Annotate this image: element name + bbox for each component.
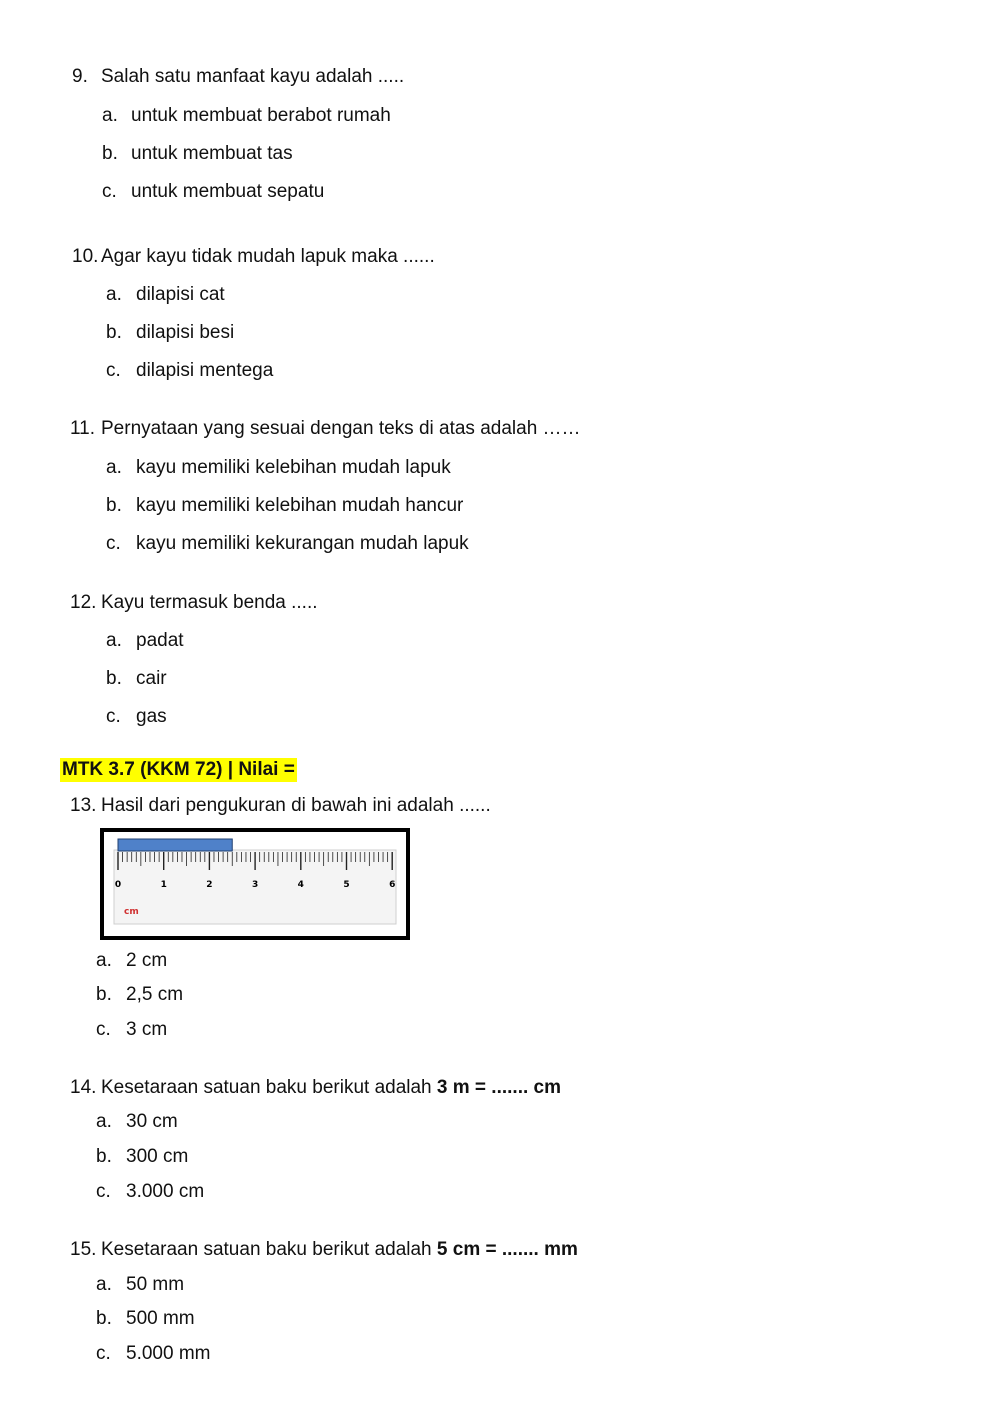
- option-letter: c.: [106, 360, 121, 381]
- option-b-text: kayu memiliki kelebihan mudah hancur: [136, 495, 464, 516]
- option-b-text: untuk membuat tas: [131, 143, 293, 164]
- question-number: 11.: [70, 418, 96, 439]
- option-c-text: gas: [136, 706, 167, 727]
- question-equation: 5 cm = ....... mm: [436, 1239, 578, 1260]
- question-number: 14.: [70, 1077, 97, 1098]
- question-text: Kayu termasuk benda .....: [101, 592, 318, 613]
- option-a-text: untuk membuat berabot rumah: [131, 105, 391, 126]
- question-text: [101, 1076, 561, 1100]
- option-letter: b.: [106, 668, 122, 689]
- option-letter: a.: [106, 284, 122, 305]
- ruler-image: [100, 828, 410, 940]
- option-letter: c.: [96, 1181, 111, 1202]
- option-c-text: dilapisi mentega: [136, 360, 274, 381]
- option-a-text: dilapisi cat: [136, 284, 225, 305]
- question-equation: 3 m = ....... cm: [436, 1077, 561, 1098]
- option-a-text: 2 cm: [126, 950, 168, 971]
- option-letter: c.: [96, 1019, 111, 1040]
- option-letter: b.: [106, 322, 122, 343]
- option-b-text: 300 cm: [126, 1146, 189, 1167]
- ruler-tick-label: 4: [297, 880, 304, 890]
- ruler-illustration: [104, 832, 406, 936]
- question-number: 9.: [72, 66, 88, 87]
- option-a-text: 30 cm: [126, 1111, 178, 1132]
- ruler-tick-label: 5: [343, 880, 350, 890]
- question-text: [101, 1238, 578, 1262]
- question-number: 15.: [70, 1239, 97, 1260]
- ruler-tick-label: 2: [206, 880, 213, 890]
- option-a-text: padat: [136, 630, 184, 651]
- option-letter: c.: [96, 1343, 111, 1364]
- option-letter: c.: [106, 533, 121, 554]
- option-letter: b.: [96, 1146, 112, 1167]
- ruler-tick-label: 3: [251, 880, 259, 890]
- ruler-tick-label: 6: [389, 880, 396, 890]
- option-c-text: 3.000 cm: [126, 1181, 205, 1202]
- option-b-text: dilapisi besi: [136, 322, 235, 343]
- option-letter: a.: [106, 630, 122, 651]
- option-a-text: kayu memiliki kelebihan mudah lapuk: [136, 457, 451, 478]
- option-letter: b.: [96, 984, 112, 1005]
- option-letter: a.: [106, 457, 122, 478]
- option-letter: b.: [102, 143, 118, 164]
- question-number: 12.: [70, 592, 97, 613]
- option-b-text: 2,5 cm: [126, 984, 184, 1005]
- option-letter: c.: [106, 706, 121, 727]
- option-letter: b.: [106, 495, 122, 516]
- question-prompt: Kesetaraan satuan baku berikut adalah: [101, 1077, 437, 1098]
- option-letter: a.: [96, 1111, 112, 1132]
- question-text: Hasil dari pengukuran di bawah ini adalah ......: [101, 795, 491, 816]
- ruler-tick-label: 1: [160, 880, 167, 890]
- option-letter: a.: [96, 950, 112, 971]
- option-c-text: kayu memiliki kekurangan mudah lapuk: [136, 533, 469, 554]
- option-letter: a.: [102, 105, 118, 126]
- ruler-tick-label: 0: [114, 880, 122, 890]
- question-text: Salah satu manfaat kayu adalah .....: [101, 66, 405, 87]
- question-number: 13.: [70, 795, 97, 816]
- question-prompt: Kesetaraan satuan baku berikut adalah: [101, 1239, 437, 1260]
- option-b-text: 500 mm: [126, 1308, 195, 1329]
- option-letter: b.: [96, 1308, 112, 1329]
- question-number: 10.: [72, 246, 99, 267]
- option-letter: a.: [96, 1274, 112, 1295]
- section-heading: MTK 3.7 (KKM 72) | Nilai =: [62, 759, 295, 780]
- option-a-text: 50 mm: [126, 1274, 185, 1295]
- option-c-text: untuk membuat sepatu: [131, 181, 325, 202]
- ruler-unit-label: cm: [124, 907, 139, 917]
- question-text: Pernyataan yang sesuai dengan teks di atas adalah ……: [101, 418, 581, 439]
- option-c-text: 5.000 mm: [126, 1343, 211, 1364]
- measured-object-bar: [118, 839, 232, 851]
- option-c-text: 3 cm: [126, 1019, 168, 1040]
- option-b-text: cair: [136, 668, 167, 689]
- question-text: Agar kayu tidak mudah lapuk maka ......: [101, 246, 435, 267]
- option-letter: c.: [102, 181, 117, 202]
